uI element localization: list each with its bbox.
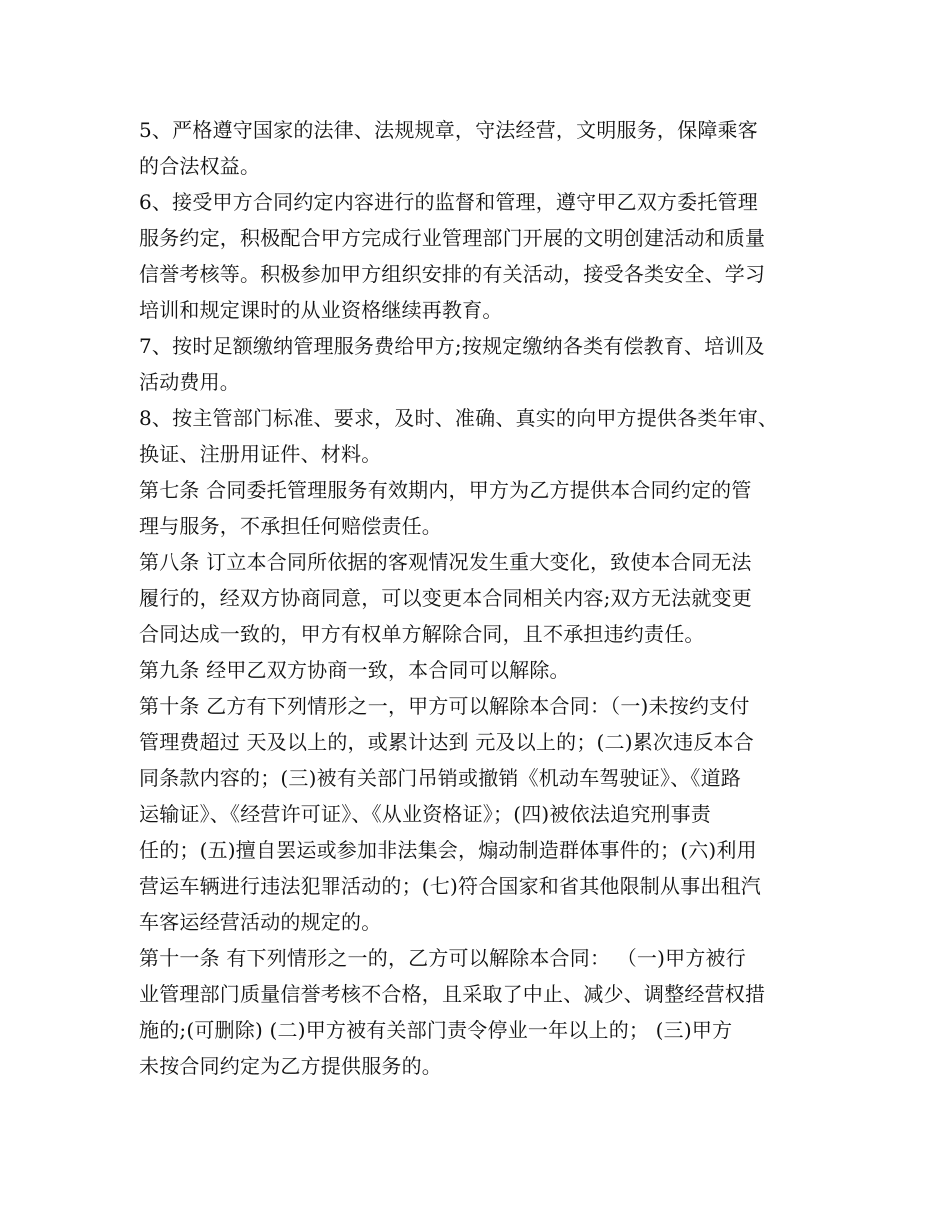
- text-line: 第九条 经甲乙双方协商一致，本合同可以解除。: [139, 658, 570, 682]
- text-line: 6、接受甲方合同约定内容进行的监督和管理，遵守甲乙双方委托管理: [139, 190, 758, 214]
- text-line: 车客运经营活动的规定的。: [139, 910, 382, 934]
- text-line: 业管理部门质量信誉考核不合格，且采取了中止、减少、调整经营权措: [139, 982, 766, 1006]
- text-line: 合同达成一致的，甲方有权单方解除合同，且不承担违约责任。: [139, 622, 705, 646]
- text-line: 任的；(五)擅自罢运或参加非法集会，煽动制造群体事件的；(六)利用: [139, 838, 757, 862]
- text-line: 第八条 订立本合同所依据的客观情况发生重大变化，致使本合同无法: [139, 550, 752, 574]
- text-line: 未按合同约定为乙方提供服务的。: [139, 1054, 442, 1078]
- text-line: 培训和规定课时的从业资格继续再教育。: [139, 298, 503, 322]
- text-line: 理与服务，不承担任何赔偿责任。: [139, 514, 442, 538]
- text-line: 活动费用。: [139, 370, 240, 394]
- text-line: 同条款内容的；(三)被有关部门吊销或撤销《机动车驾驶证》、《道路: [139, 766, 742, 790]
- text-line: 运输证》、《经营许可证》、《从业资格证》；(四)被依法追究刑事责: [139, 802, 712, 826]
- text-line: 8、按主管部门标准、要求，及时、准确、真实的向甲方提供各类年审、: [139, 406, 779, 430]
- text-line: 管理费超过 天及以上的，或累计达到 元及以上的；(二)累次违反本合: [139, 730, 754, 754]
- text-line: 换证、注册用证件、材料。: [139, 442, 382, 466]
- text-line: 5、严格遵守国家的法律、法规规章，守法经营，文明服务，保障乘客: [139, 118, 758, 142]
- text-line: 营运车辆进行违法犯罪活动的；(七)符合国家和省其他限制从事出租汽: [139, 874, 762, 898]
- text-line: 7、按时足额缴纳管理服务费给甲方;按规定缴纳各类有偿教育、培训及: [139, 334, 765, 358]
- text-line: 施的;(可删除) (二)甲方被有关部门责令停业一年以上的； (三)甲方: [139, 1018, 733, 1042]
- text-line: 第七条 合同委托管理服务有效期内，甲方为乙方提供本合同约定的管: [139, 478, 752, 502]
- text-line: 履行的，经双方协商同意，可以变更本合同相关内容;双方无法就变更: [139, 586, 752, 610]
- text-line: 的合法权益。: [139, 154, 261, 178]
- text-line: 第十条 乙方有下列情形之一，甲方可以解除本合同：（一)未按约支付: [139, 694, 750, 718]
- text-line: 信誉考核等。积极参加甲方组织安排的有关活动，接受各类安全、学习: [139, 262, 766, 286]
- text-line: 服务约定，积极配合甲方完成行业管理部门开展的文明创建活动和质量: [139, 226, 766, 250]
- text-line: 第十一条 有下列情形之一的，乙方可以解除本合同： （一)甲方被行: [139, 946, 746, 970]
